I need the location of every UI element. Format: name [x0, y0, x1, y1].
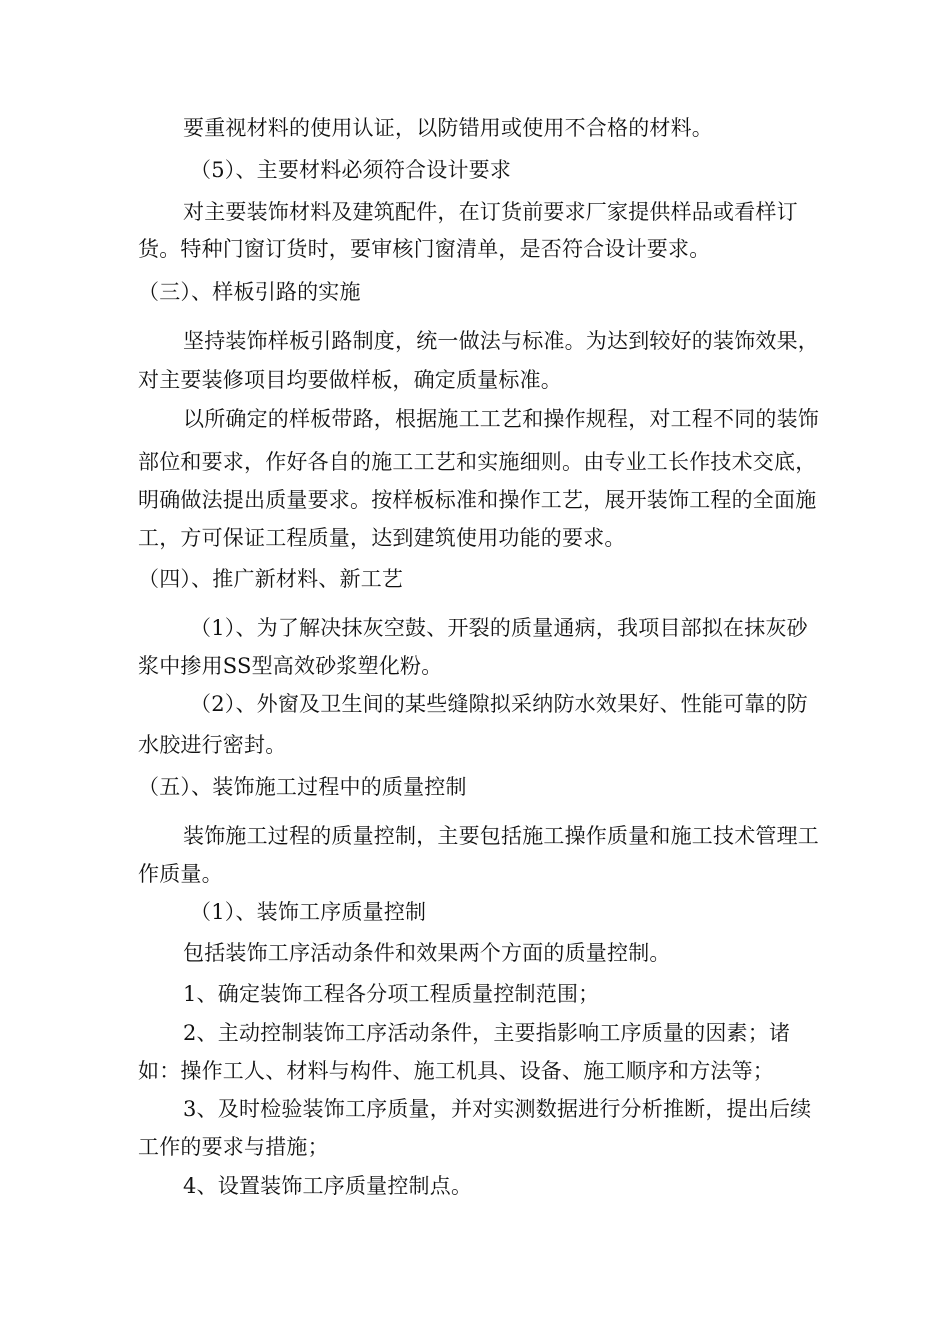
- text-line: 装饰施工过程的质量控制，主要包括施工操作质量和施工技术管理工: [183, 824, 819, 848]
- text-line: 工作的要求与措施；: [138, 1135, 329, 1159]
- text-line: 对主要装饰材料及建筑配件，在订货前要求厂家提供样品或看样订: [183, 200, 798, 224]
- subheading-5: （5）、主要材料必须符合设计要求: [190, 158, 512, 182]
- subheading-1: （1）、装饰工序质量控制: [190, 900, 427, 924]
- text-line: 要重视材料的使用认证，以防错用或使用不合格的材料。: [183, 116, 713, 140]
- text-line: 水胶进行密封。: [138, 733, 287, 757]
- text-line: 部位和要求，作好各自的施工工艺和实施细则。由专业工长作技术交底，: [138, 450, 817, 474]
- list-item-4: 4、设置装饰工序质量控制点。: [183, 1174, 473, 1198]
- text-line: 如：操作工人、材料与构件、施工机具、设备、施工顺序和方法等；: [138, 1059, 774, 1083]
- section-heading-5: （五）、装饰施工过程中的质量控制: [138, 775, 467, 799]
- text-line: （2）、外窗及卫生间的某些缝隙拟采纳防水效果好、性能可靠的防: [190, 692, 808, 716]
- text-line: 作质量。: [138, 862, 223, 886]
- text-line: 工，方可保证工程质量，达到建筑使用功能的要求。: [138, 526, 626, 550]
- text-line: 明确做法提出质量要求。按样板标准和操作工艺，展开装饰工程的全面施: [138, 488, 817, 512]
- text-line: 浆中掺用SS型高效砂浆塑化粉。: [138, 654, 443, 678]
- section-heading-3: （三）、样板引路的实施: [138, 280, 361, 304]
- list-item-2: 2、主动控制装饰工序活动条件，主要指影响工序质量的因素；诸: [183, 1021, 791, 1045]
- text-line: 对主要装修项目均要做样板，确定质量标准。: [138, 368, 562, 392]
- text-line: 货。特种门窗订货时，要审核门窗清单，是否符合设计要求。: [138, 237, 711, 261]
- list-item-3: 3、及时检验装饰工序质量，并对实测数据进行分析推断，提出后续: [183, 1097, 812, 1121]
- section-heading-4: （四）、推广新材料、新工艺: [138, 567, 404, 591]
- text-line: 坚持装饰样板引路制度，统一做法与标准。为达到较好的装饰效果，: [183, 329, 819, 353]
- text-line: （1）、为了解决抹灰空鼓、开裂的质量通病，我项目部拟在抹灰砂: [190, 616, 808, 640]
- list-item-1: 1、确定装饰工程各分项工程质量控制范围；: [183, 982, 600, 1006]
- text-line: 包括装饰工序活动条件和效果两个方面的质量控制。: [183, 941, 671, 965]
- text-line: 以所确定的样板带路，根据施工工艺和操作规程，对工程不同的装饰: [183, 407, 819, 431]
